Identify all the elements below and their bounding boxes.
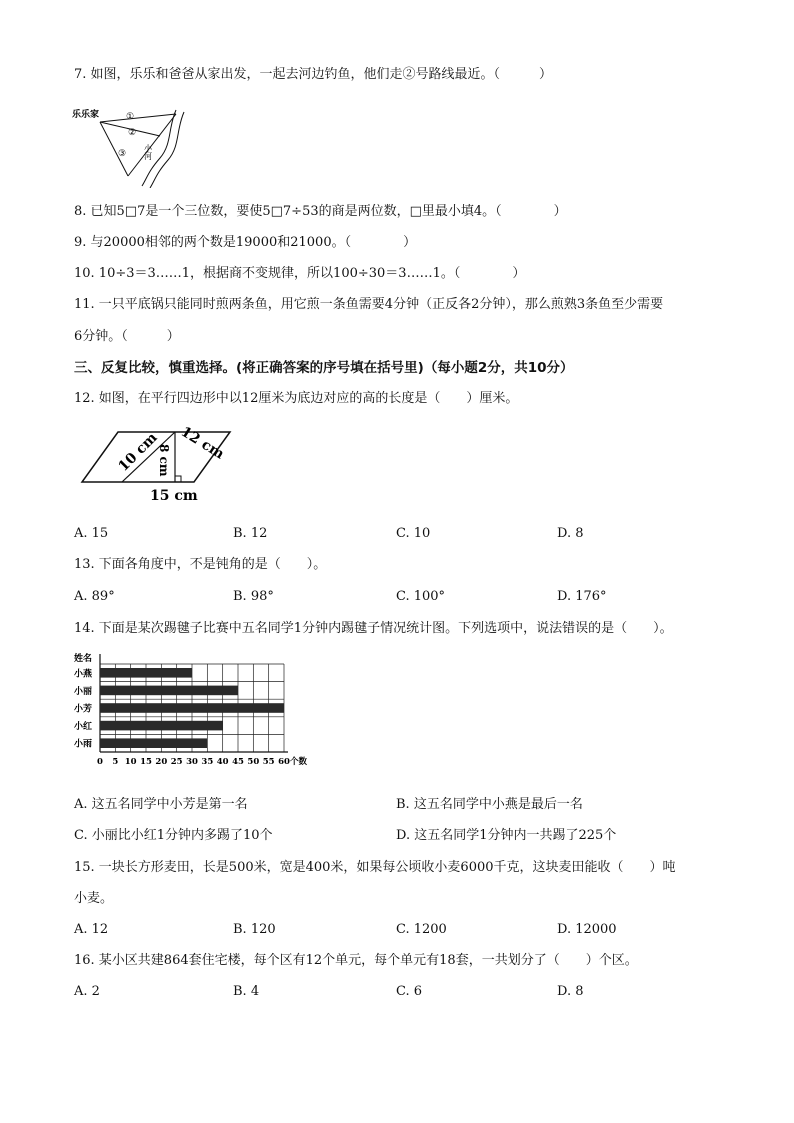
chart-bar-0 xyxy=(100,668,192,678)
chart-category-label-0: 小燕 xyxy=(74,669,93,680)
chart-x-tick-label-7: 35 xyxy=(201,757,214,767)
chart-x-tick-label-6: 30 xyxy=(186,757,198,767)
q13-text: 13. 下面各角度中，不是钝角的是（ ）。 xyxy=(74,557,327,572)
chart-x-tick-label-5: 25 xyxy=(170,757,183,767)
chart-x-tick-label-9: 45 xyxy=(232,757,244,767)
chart-x-tick-label-8: 40 xyxy=(216,757,229,767)
q12-height-label: 8 cm xyxy=(157,444,171,477)
section3-heading: 三、反复比较，慎重选择。(将正确答案的序号填在括号里)（每小题2分，共10分） xyxy=(74,360,574,376)
q13-option-a[interactable]: A. 89° xyxy=(74,589,115,604)
chart-x-tick-label-3: 15 xyxy=(140,757,152,767)
q11-text-line1: 11. 一只平底锅只能同时煎两条鱼，用它煎一条鱼需要4分钟（正反各2分钟），那么煎熟3条鱼至少需要 xyxy=(74,297,664,312)
q12-option-b[interactable]: B. 12 xyxy=(233,526,268,541)
chart-bar-4 xyxy=(100,738,207,748)
q12-parallelogram-figure xyxy=(74,424,244,506)
q12-right-side-label: 12 cm xyxy=(177,424,227,463)
chart-category-label-1: 小丽 xyxy=(74,686,93,697)
q16-option-c[interactable]: C. 6 xyxy=(396,984,423,999)
chart-x-tick-label-0: 0 xyxy=(97,757,103,767)
q14-bar-chart xyxy=(72,652,322,778)
q12-base-label: 15 cm xyxy=(150,488,198,504)
chart-x-tick-label-11: 55 xyxy=(262,757,275,767)
chart-y-axis-title: 姓名 xyxy=(74,654,93,664)
chart-x-unit-label: 个数 xyxy=(290,757,308,767)
q15-text-line2: 小麦。 xyxy=(74,891,114,906)
q13-option-b[interactable]: B. 98° xyxy=(233,589,274,604)
q9-text: 9. 与20000相邻的两个数是19000和21000。（ ） xyxy=(74,235,417,250)
q12-left-side-label: 10 cm xyxy=(115,429,161,475)
q12-text: 12. 如图，在平行四边形中以12厘米为底边对应的高的长度是（ ）厘米。 xyxy=(74,391,519,406)
q7-text: 7. 如图，乐乐和爸爸从家出发，一起去河边钓鱼，他们走②号路线最近。（ ） xyxy=(74,67,553,82)
q15-option-d[interactable]: D. 12000 xyxy=(557,922,617,937)
q15-option-b[interactable]: B. 120 xyxy=(233,922,276,937)
q7-route2-label: ② xyxy=(128,128,137,138)
q15-text-line1: 15. 一块长方形麦田，长是500米，宽是400米，如果每公顷收小麦6000千克，这块麦田能收（ ）吨 xyxy=(74,860,676,875)
chart-x-tick-label-2: 10 xyxy=(124,757,137,767)
q12-option-c[interactable]: C. 10 xyxy=(396,526,431,541)
q14-option-c[interactable]: C. 小丽比小红1分钟内多踢了10个 xyxy=(74,828,273,843)
q16-option-b[interactable]: B. 4 xyxy=(233,984,260,999)
chart-category-label-4: 小雨 xyxy=(74,739,93,750)
q8-text: 8. 已知5□7是一个三位数，要使5□7÷53的商是两位数，□里最小填4。（ ） xyxy=(74,204,567,219)
q7-home-label: 乐乐家 xyxy=(72,110,100,120)
q12-option-d[interactable]: D. 8 xyxy=(557,526,584,541)
q11-text-line2: 6分钟。（ ） xyxy=(74,329,180,344)
chart-x-tick-label-1: 5 xyxy=(112,757,119,767)
chart-x-tick-label-10: 50 xyxy=(247,757,260,767)
chart-x-tick-label-4: 20 xyxy=(155,757,168,767)
chart-x-tick-label-12: 60 xyxy=(278,757,290,767)
q15-option-a[interactable]: A. 12 xyxy=(74,922,109,937)
q12-option-a[interactable]: A. 15 xyxy=(74,526,109,541)
q13-option-c[interactable]: C. 100° xyxy=(396,589,446,604)
q14-text: 14. 下面是某次踢毽子比赛中五名同学1分钟内踢毽子情况统计图。下列选项中，说法错误的是（ ）。 xyxy=(74,621,673,636)
chart-category-label-3: 小红 xyxy=(74,722,93,733)
q16-text: 16. 某小区共建864套住宅楼，每个区有12个单元，每个单元有18套，一共划分了（ ）个区。 xyxy=(74,953,638,968)
q16-option-d[interactable]: D. 8 xyxy=(557,984,584,999)
q14-option-d[interactable]: D. 这五名同学1分钟内一共踢了225个 xyxy=(396,828,617,843)
q14-option-a[interactable]: A. 这五名同学中小芳是第一名 xyxy=(74,797,248,812)
chart-category-label-2: 小芳 xyxy=(74,704,93,715)
q7-river-label: 小河 xyxy=(143,144,153,160)
chart-bar-3 xyxy=(100,721,223,731)
q15-option-c[interactable]: C. 1200 xyxy=(396,922,447,937)
q10-text: 10. 10÷3＝3……1，根据商不变规律，所以100÷30＝3……1。（ ） xyxy=(74,266,526,281)
q7-route3-label: ③ xyxy=(118,149,127,159)
q14-option-b[interactable]: B. 这五名同学中小燕是最后一名 xyxy=(396,797,583,812)
chart-bar-1 xyxy=(100,686,238,696)
q16-option-a[interactable]: A. 2 xyxy=(74,984,100,999)
q7-route-figure xyxy=(72,104,192,188)
chart-bar-2 xyxy=(100,703,284,713)
q7-route1-label: ① xyxy=(126,112,135,122)
q13-option-d[interactable]: D. 176° xyxy=(557,589,607,604)
